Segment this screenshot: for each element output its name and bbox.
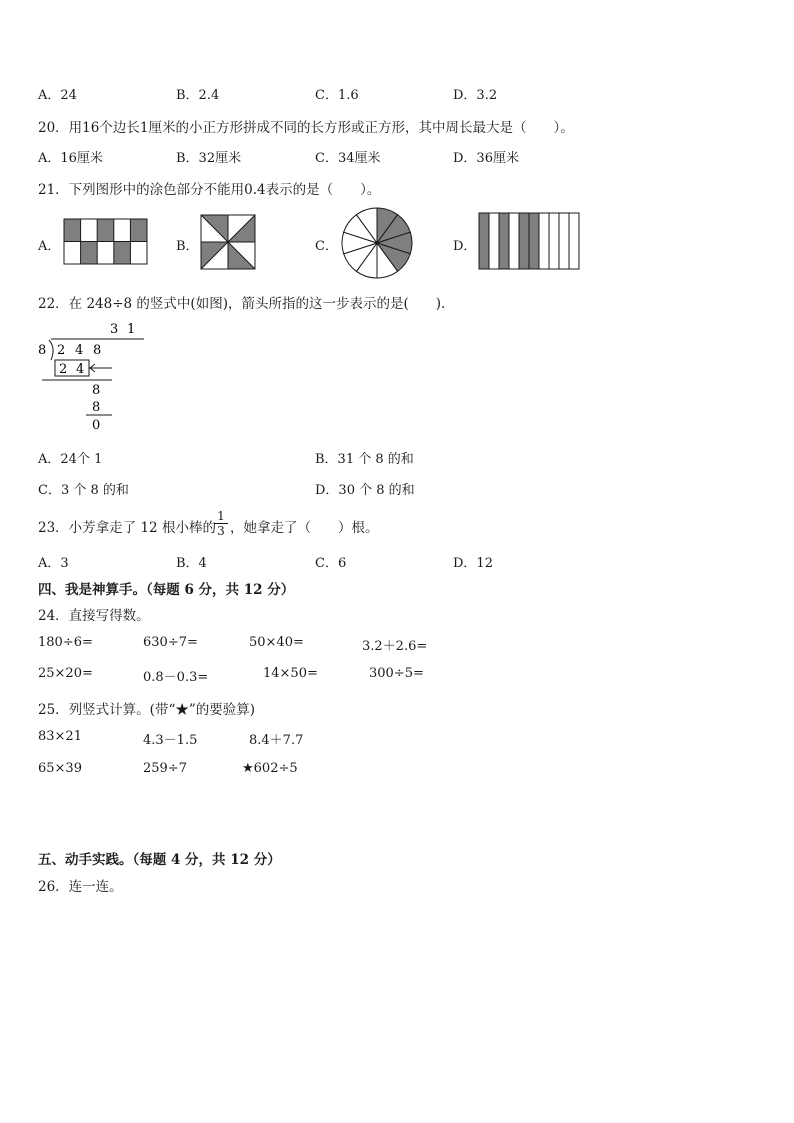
q22-option-d: D．30 个 8 的和 [315, 483, 415, 498]
fraction-denominator: 3 [217, 524, 225, 538]
step3-digit: 8 [92, 400, 101, 415]
q19-option-d: D．3.2 [453, 88, 498, 103]
remainder-digit: 0 [92, 418, 101, 433]
q22-option-b: B．31 个 8 的和 [315, 452, 414, 467]
q23-fraction [214, 509, 228, 538]
q23-question-start: 23．小芳拿走了 12 根小棒的 [38, 520, 216, 536]
q19-option-b: B．2.4 [176, 88, 220, 103]
dividend-digit: 2 [57, 343, 66, 358]
q24-item: 180÷6= [38, 635, 93, 650]
q22-option-c: C．3 个 8 的和 [38, 483, 129, 498]
q19-option-a: A．24 [38, 88, 77, 103]
step1-digit: 4 [76, 362, 85, 377]
quotient-digit: 1 [127, 322, 136, 337]
q22-option-a: A．24个 1 [38, 452, 103, 467]
q24-question: 24．直接写得数。 [38, 608, 150, 624]
q22-long-division [34, 318, 136, 434]
q22-question: 22．在 248÷8 的竖式中(如图)，箭头所指的这一步表示的是( ). [38, 296, 446, 312]
q21-label-d: D． [453, 239, 477, 254]
q24-item: 14×50= [263, 666, 318, 681]
q24-item: 25×20= [38, 666, 93, 681]
section-4-heading: 四、我是神算手。（每题 6 分，共 12 分） [38, 582, 295, 598]
q23-option-a: A．3 [38, 556, 69, 571]
q20-option-c: C．34厘米 [315, 151, 381, 166]
dividend-digit: 8 [93, 343, 102, 358]
q25-item: 83×21 [38, 729, 82, 744]
q26-question: 26．连一连。 [38, 879, 123, 895]
q23-option-d: D．12 [453, 556, 493, 571]
q25-item: 4.3－1.5 [143, 733, 198, 748]
fraction-numerator: 1 [217, 509, 225, 523]
q21-label-a: A． [38, 239, 61, 254]
q23-question-end: ，她拿走了（ ）根。 [230, 520, 379, 536]
q20-option-a: A．16厘米 [38, 151, 103, 166]
q20-question: 20．用16个边长1厘米的小正方形拼成不同的长方形或正方形，其中周长最大是（ ）。 [38, 120, 574, 136]
q25-item: ★602÷5 [242, 761, 298, 776]
q25-item: 65×39 [38, 761, 82, 776]
q23-option-b: B．4 [176, 556, 207, 571]
divisor: 8 [38, 343, 47, 358]
q23-option-c: C．6 [315, 556, 347, 571]
dividend-digit: 4 [75, 343, 84, 358]
step2-digit: 8 [92, 383, 101, 398]
q24-item: 300÷5= [369, 666, 424, 681]
q21-figure-c [341, 207, 415, 281]
q20-option-d: D．36厘米 [453, 151, 519, 166]
step1-digit: 2 [59, 362, 68, 377]
q25-question: 25．列竖式计算。(带“★”的要验算) [38, 702, 256, 718]
quotient-digit: 3 [110, 322, 119, 337]
q19-option-c: C．1.6 [315, 88, 359, 103]
q21-question: 21．下列图形中的涂色部分不能用0.4表示的是（ ）。 [38, 182, 381, 198]
q24-item: 0.8－0.3= [143, 670, 209, 685]
q21-label-b: B． [176, 239, 199, 254]
q25-item: 8.4＋7.7 [249, 733, 304, 748]
q24-item: 630÷7= [143, 635, 198, 650]
q21-figure-b [201, 215, 257, 271]
q20-option-b: B．32厘米 [176, 151, 242, 166]
q25-item: 259÷7 [143, 761, 187, 776]
q21-figure-a [64, 219, 148, 265]
section-5-heading: 五、动手实践。（每题 4 分，共 12 分） [38, 852, 281, 868]
q21-label-c: C． [315, 239, 338, 254]
q24-item: 3.2＋2.6= [362, 639, 428, 654]
q24-item: 50×40= [249, 635, 304, 650]
q21-figure-d [479, 213, 581, 271]
